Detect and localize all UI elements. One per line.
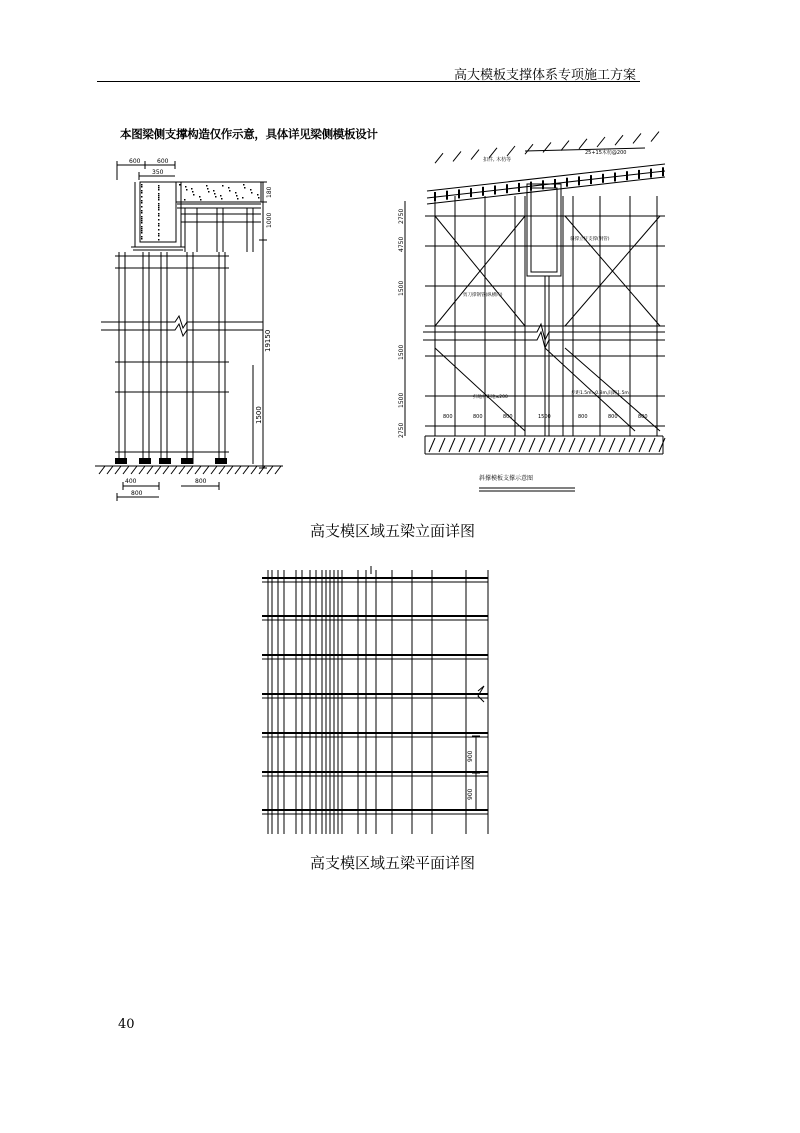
ground-hatch-line <box>559 438 565 452</box>
concrete-dot <box>141 184 143 186</box>
ground-hatch-line <box>131 466 137 474</box>
ground-hatch-line <box>509 438 515 452</box>
right-figure-title: 斜撑模板支撑示意图 <box>479 475 534 482</box>
ground-hatch-line <box>579 438 585 452</box>
ground-hatch-line <box>99 466 105 474</box>
ground-hatch-line <box>251 466 257 474</box>
ground-hatch-line <box>569 438 575 452</box>
ground-hatch-line <box>529 438 535 452</box>
label-beam-support: 斜撑立杆支撑(钢管) <box>570 237 610 242</box>
concrete-dot <box>236 195 238 197</box>
dim-bottom-5: 800 <box>608 414 618 420</box>
concrete-dot <box>250 189 252 191</box>
concrete-dot <box>141 232 143 234</box>
slab-hatch-line <box>525 144 533 154</box>
ground-hatch-line <box>195 466 201 474</box>
ground-hatch-line <box>123 466 129 474</box>
ground-hatch-line <box>243 466 249 474</box>
concrete-dot <box>141 200 143 202</box>
label-top-note: 25+15木枋@200 <box>585 150 627 156</box>
dim-left-3: 1500 <box>398 344 405 360</box>
right-elevation-drawing <box>395 146 680 496</box>
concrete-dot <box>251 192 253 194</box>
concrete-dot <box>242 197 244 199</box>
concrete-dot <box>200 199 202 201</box>
concrete-dot <box>221 198 223 200</box>
ground-hatch-line <box>139 466 145 474</box>
ground-hatch-line <box>589 438 595 452</box>
left-scaffold-posts <box>115 208 253 464</box>
concrete-dot <box>220 195 222 197</box>
concrete-dot <box>158 187 160 189</box>
ground-hatch-line <box>449 438 455 452</box>
dim-h1: 180 <box>266 186 273 198</box>
concrete-dot <box>141 186 143 188</box>
concrete-dot <box>158 199 160 201</box>
ground-hatch-line <box>639 438 645 452</box>
concrete-dot <box>141 212 143 214</box>
concrete-dot <box>158 195 160 197</box>
concrete-dot <box>158 215 160 217</box>
concrete-dot <box>228 187 230 189</box>
concrete-dot <box>158 209 160 211</box>
dim-bottom-1: 400 <box>125 478 137 485</box>
concrete-dot <box>141 238 143 240</box>
concrete-dot <box>158 235 160 237</box>
ground-hatch-line <box>163 466 169 474</box>
page-number: 40 <box>118 1017 135 1032</box>
ground-hatch-line <box>549 438 555 452</box>
ground-hatch-line <box>211 466 217 474</box>
ground-hatch-line <box>599 438 605 452</box>
dim-h2: 1000 <box>266 212 273 228</box>
concrete-dot <box>179 184 181 186</box>
ground-hatch-line <box>469 438 475 452</box>
ground-hatch-line <box>235 466 241 474</box>
ground-hatch-line <box>609 438 615 452</box>
concrete-dot <box>158 185 160 187</box>
ground-hatch-line <box>619 438 625 452</box>
concrete-dot <box>141 202 143 204</box>
dim-total-height: 19150 <box>264 329 272 352</box>
ground-hatch-line <box>187 466 193 474</box>
right-scaffold-posts <box>435 196 657 436</box>
post-base-plate <box>159 458 171 464</box>
concrete-dot <box>158 189 160 191</box>
slab-hatch-line <box>651 132 659 142</box>
ground-hatch-line <box>259 466 265 474</box>
concrete-dot <box>141 206 143 208</box>
plan-grid-lines <box>262 570 488 834</box>
dim-left-1: 4750 <box>398 236 405 252</box>
ground-hatch-line <box>267 466 273 474</box>
concrete-dot <box>158 203 160 205</box>
ground-hatch-line <box>479 438 485 452</box>
dim-bottom-2: 800 <box>195 478 207 485</box>
slab-hatch-line <box>579 139 587 149</box>
dim-bottom-2: 800 <box>503 414 513 420</box>
ground-hatch-line <box>439 438 445 452</box>
ground-hatch-line <box>659 438 665 452</box>
ground-hatch-line <box>519 438 525 452</box>
concrete-dot <box>257 194 259 196</box>
concrete-dot <box>213 190 215 192</box>
post-base-plate <box>215 458 227 464</box>
concrete-dot <box>141 226 143 228</box>
concrete-dot <box>185 186 187 188</box>
concrete-dot <box>158 219 160 221</box>
left-elevation-drawing <box>95 152 285 507</box>
dim-beam-width: 350 <box>152 169 164 176</box>
slab-hatch-line <box>435 153 443 163</box>
ground-hatch-line <box>179 466 185 474</box>
concrete-dot <box>141 210 143 212</box>
ground-hatch-line <box>155 466 161 474</box>
ground-hatch-line <box>147 466 153 474</box>
concrete-dot <box>215 196 217 198</box>
post-base-plate <box>115 458 127 464</box>
dim-top-a: 600 <box>129 158 141 165</box>
ground-hatch-line <box>219 466 225 474</box>
concrete-dot <box>141 216 143 218</box>
left-beam-concrete <box>141 184 260 241</box>
concrete-dot <box>141 230 143 232</box>
concrete-dot <box>158 229 160 231</box>
concrete-dot <box>141 190 143 192</box>
dim-bottom-6: 800 <box>638 414 648 420</box>
ground-hatch-line <box>459 438 465 452</box>
ground-hatch-line <box>203 466 209 474</box>
dim-top-b: 600 <box>157 158 169 165</box>
dim-bottom-4: 800 <box>578 414 588 420</box>
concrete-dot <box>237 198 239 200</box>
dim-left-0: 2750 <box>398 208 405 224</box>
concrete-dot <box>158 225 160 227</box>
plan-dim-1: 900 <box>467 788 474 800</box>
concrete-dot <box>193 194 195 196</box>
figure2-caption: 高支模区域五梁平面详图 <box>310 854 476 872</box>
dim-left-5: 2750 <box>398 422 405 438</box>
concrete-dot <box>207 188 209 190</box>
slab-hatch-line <box>633 133 641 143</box>
dim-left-2: 1500 <box>398 280 405 296</box>
concrete-dot <box>199 196 201 198</box>
header-title: 高大模板支撑体系专项施工方案 <box>453 68 636 83</box>
concrete-dot <box>192 191 194 193</box>
dim-bottom-1: 800 <box>473 414 483 420</box>
concrete-dot <box>141 220 143 222</box>
plan-dim-0: 900 <box>467 750 474 762</box>
concrete-dot <box>222 185 224 187</box>
dim-left-4: 1500 <box>398 392 405 408</box>
ground-hatch-line <box>539 438 545 452</box>
concrete-dot <box>141 192 143 194</box>
left-ground-hatch <box>99 466 281 474</box>
concrete-dot <box>158 197 160 199</box>
ground-hatch-line <box>489 438 495 452</box>
plan-view-drawing <box>258 566 498 838</box>
ground-hatch-line <box>115 466 121 474</box>
concrete-dot <box>206 185 208 187</box>
concrete-dot <box>214 193 216 195</box>
figure1-caption: 高支模区域五梁立面详图 <box>310 522 476 540</box>
concrete-dot <box>141 236 143 238</box>
concrete-dot <box>141 196 143 198</box>
ground-hatch-line <box>171 466 177 474</box>
ground-hatch-line <box>227 466 233 474</box>
ground-hatch-line <box>629 438 635 452</box>
ground-hatch-line <box>499 438 505 452</box>
header-rule <box>97 81 640 82</box>
ground-hatch-line <box>107 466 113 474</box>
concrete-dot <box>141 222 143 224</box>
figure-note: 本图梁侧支撑构造仅作示意，具体详见梁侧模板设计 <box>120 127 378 141</box>
concrete-dot <box>243 184 245 186</box>
post-base-plate <box>181 458 193 464</box>
concrete-dot <box>235 192 237 194</box>
concrete-dot <box>141 228 143 230</box>
slab-hatch-line <box>615 135 623 145</box>
ground-hatch-line <box>429 438 435 452</box>
concrete-dot <box>158 205 160 207</box>
slab-hatch-line <box>507 146 515 156</box>
dim-bottom-3: 1500 <box>538 414 551 420</box>
label-brace: 剪刀撑钢管(纵横向) <box>463 293 503 298</box>
concrete-dot <box>244 187 246 189</box>
concrete-dot <box>184 199 186 201</box>
slab-hatch-line <box>453 151 461 161</box>
concrete-dot <box>158 223 160 225</box>
concrete-dot <box>158 239 160 241</box>
label-sweep: 扫地杆距地≤200 <box>473 395 508 400</box>
concrete-dot <box>158 193 160 195</box>
dim-step: 1500 <box>255 406 263 424</box>
concrete-dot <box>258 197 260 199</box>
concrete-dot <box>229 190 231 192</box>
concrete-dot <box>158 207 160 209</box>
slab-hatch-line <box>597 137 605 147</box>
ground-hatch-line <box>275 466 281 474</box>
concrete-dot <box>208 191 210 193</box>
concrete-dot <box>191 188 193 190</box>
concrete-dot <box>158 213 160 215</box>
ground-hatch-line <box>649 438 655 452</box>
slab-hatch-line <box>561 141 569 151</box>
label-slab: 扣件, 木枋等 <box>483 157 512 163</box>
dim-bottom-3: 800 <box>131 490 143 497</box>
concrete-dot <box>141 218 143 220</box>
dim-bottom-0: 800 <box>443 414 453 420</box>
concrete-dot <box>186 189 188 191</box>
post-base-plate <box>139 458 151 464</box>
slab-hatch-line <box>471 150 479 160</box>
concrete-dot <box>158 233 160 235</box>
label-spacing: 步距1.5m=0.8m,间距1.5m <box>571 391 629 396</box>
